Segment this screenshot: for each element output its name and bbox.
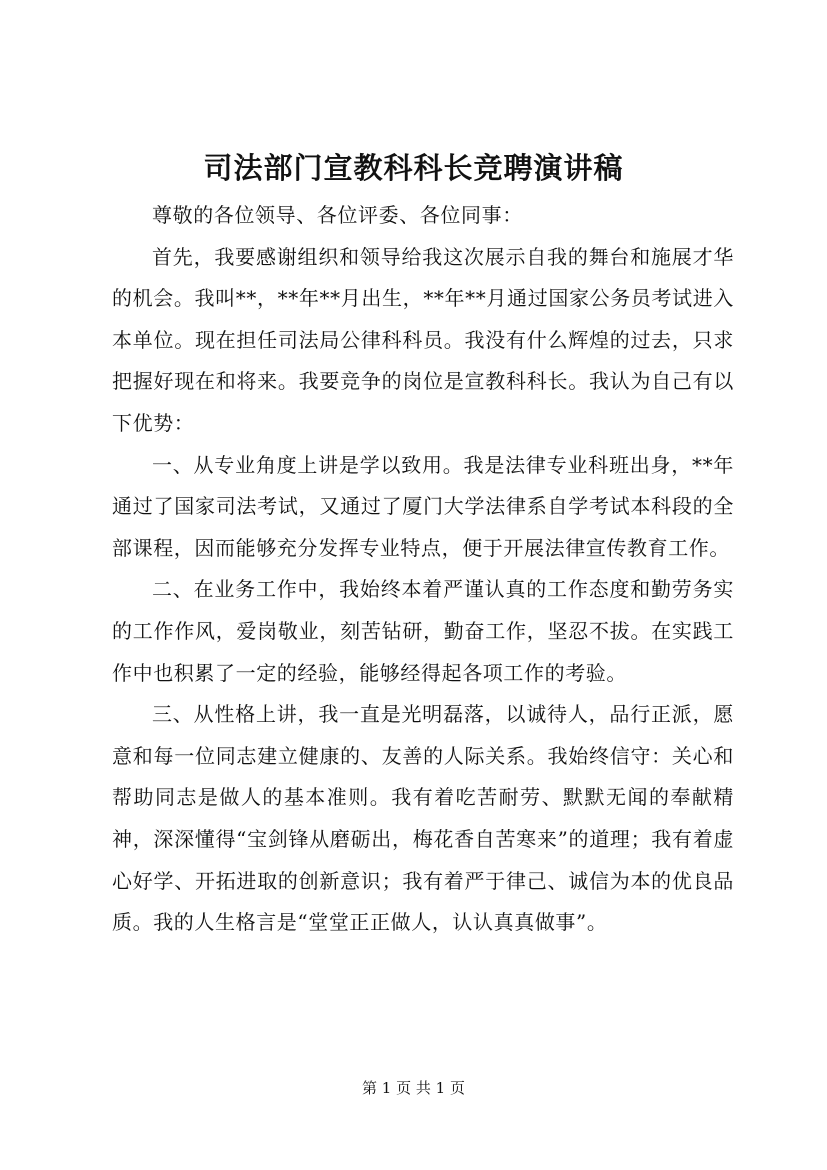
advantage-one-paragraph: 一、从专业角度上讲是学以致用。我是法律专业科班出身，**年通过了国家司法考试，又通过了厦门大学法律系自学考试本科段的全部课程，因而能够充分发挥专业特点，便于开展法律宣传教育工作。	[112, 452, 734, 560]
advantage-two-paragraph: 二、在业务工作中，我始终本着严谨认真的工作态度和勤劳务实的工作作风，爱岗敬业，刻苦钻研，勤奋工作，坚忍不拔。在实践工作中也积累了一定的经验，能够经得起各项工作的考验。	[112, 577, 734, 685]
salutation-paragraph: 尊敬的各位领导、各位评委、各位同事：	[152, 203, 523, 227]
intro-paragraph: 首先，我要感谢组织和领导给我这次展示自我的舞台和施展才华的机会。我叫**，**年**月出生，**年**月通过国家公务员考试进入本单位。现在担任司法局公律科科员。我没有什么辉煌的过去，只求把握好现在和将来。我要竞争的岗位是宣教科科长。我认为自己有以下优势：	[112, 244, 734, 435]
document-body	[112, 195, 734, 944]
page-footer: 第 1 页 共 1 页	[362, 1079, 465, 1097]
advantage-three-paragraph: 三、从性格上讲，我一直是光明磊落，以诚待人，品行正派，愿意和每一位同志建立健康的、友善的人际关系。我始终信守：关心和帮助同志是做人的基本准则。我有着吃苦耐劳、默默无闻的奉献精神，深深懂得“宝剑锋从磨砺出，梅花香自苦寒来”的道理；我有着虚心好学、开拓进取的创新意识；我有着严于律己、诚信为本的优良品质。我的人生格言是“堂堂正正做人，认认真真做事”。	[112, 702, 734, 935]
document-title: 司法部门宣教科科长竞聘演讲稿	[203, 151, 624, 185]
